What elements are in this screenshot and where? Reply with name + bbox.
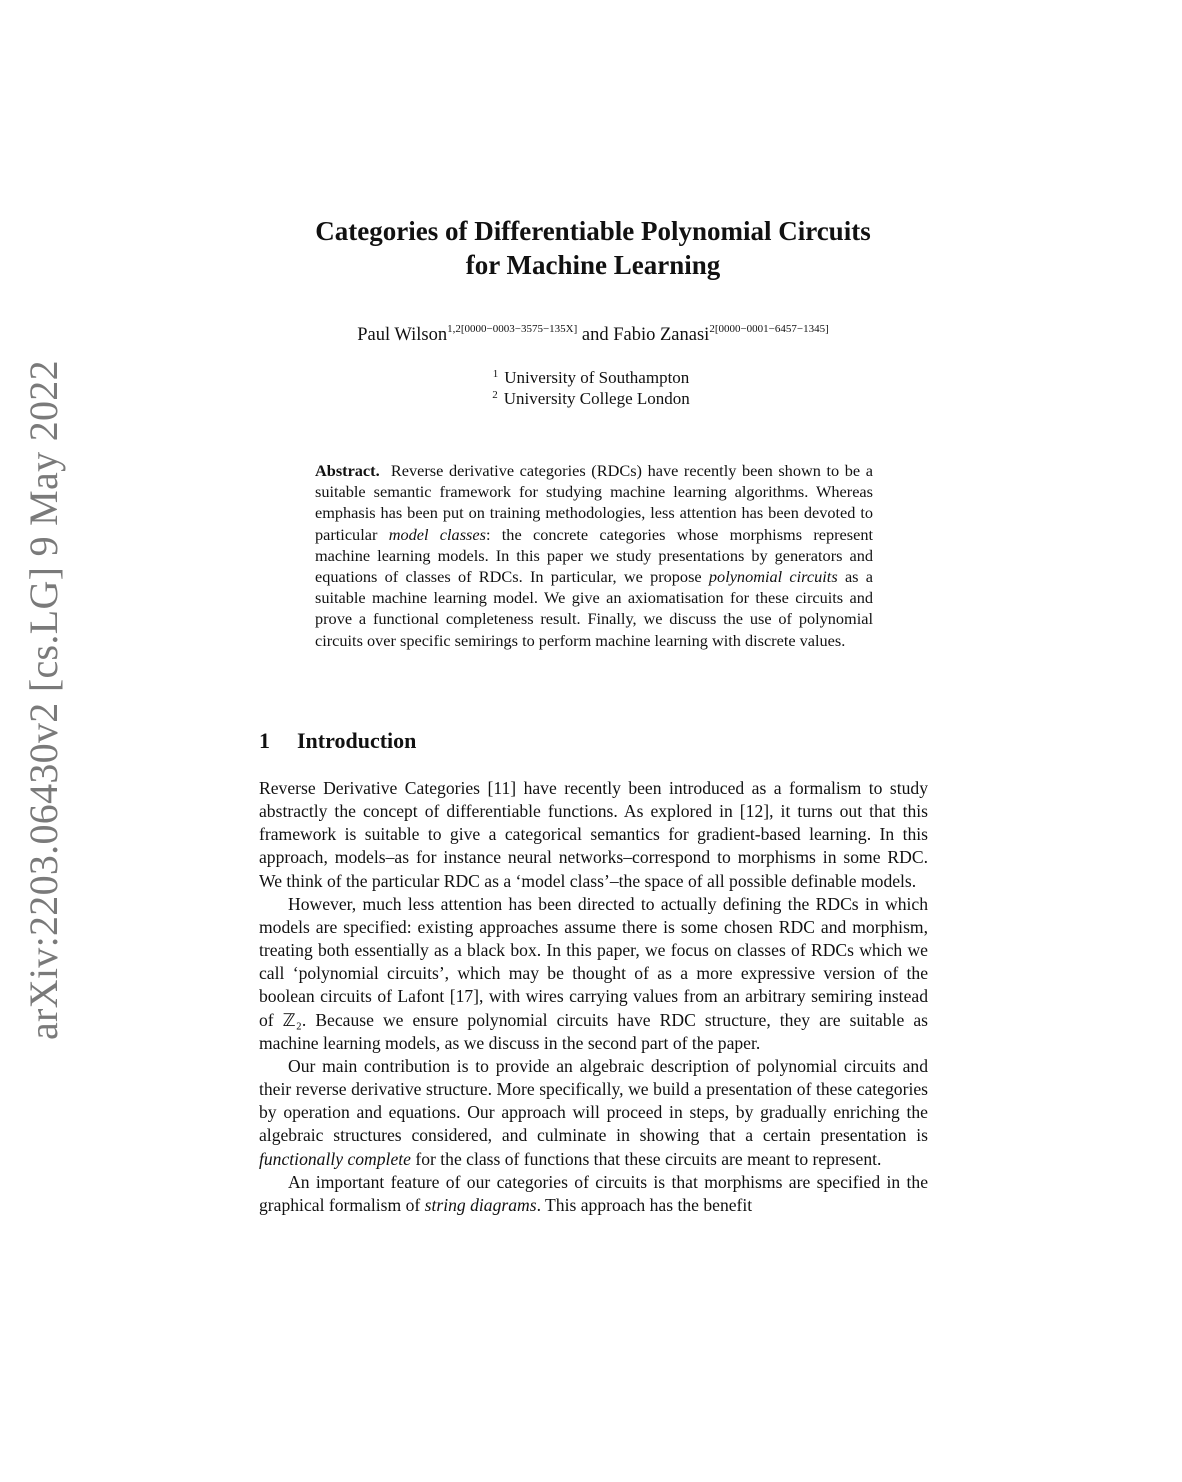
paragraph-4-emphasis: string diagrams <box>424 1194 537 1215</box>
section-number: 1 <box>259 728 270 753</box>
arxiv-identifier: arXiv:2203.06430v2 [cs.LG] 9 May 2022 <box>21 360 66 1040</box>
paragraph-4-text-b: . This approach has the benefit <box>536 1194 753 1215</box>
affiliation-2-number: 2 <box>492 389 498 401</box>
paragraph-3-emphasis: functionally complete <box>259 1148 411 1169</box>
affiliation-1 <box>0 368 1182 388</box>
abstract-text-c: as a suitable machine learning model. We give an axiomatisation for these circuits and prove a functional completeness result. Finally, we discuss the use of polynomial circuits over specific semirings to perform machine learning with discrete values. <box>315 567 873 650</box>
affiliation-1-name: University of Southampton <box>504 368 690 387</box>
paragraph-4-text-a: An important feature of our categories of circuits is that morphisms are specified in the graphical formalism of <box>259 1171 928 1215</box>
affiliation-1-number: 1 <box>492 368 499 380</box>
paragraph-4 <box>259 1171 928 1217</box>
abstract-label: Abstract. <box>315 461 380 480</box>
abstract-emphasis-b: polynomial circuits <box>708 567 838 587</box>
paragraph-3 <box>259 1055 928 1171</box>
paragraph-2: However, much less attention has been directed to actually defining the RDCs in which models are specified: existing approaches assume there is some chosen RDC and morphism, treating both essentially as a black box. In this paper, we focus on classes of RDCs which we call ‘polynomial circuits’, which may be thought of as a more expressive version of the boolean circuits of Lafont [17], with wires carrying values from an arbitrary semiring instead of ℤ₂. Because we ensure polynomial circuits have RDC structure, they are suitable as machine learning models, as we discuss in the second part of the paper. <box>259 893 928 1053</box>
author-2-affiliation: 2[0000−0001−6457−1345] <box>709 323 829 335</box>
paper-title <box>200 214 986 282</box>
abstract-text-a: Reverse derivative categories (RDCs) have recently been shown to be a suitable semantic framework for studying machine learning algorithms. Whereas emphasis has been put on training methodologies, less attention has been devoted to particular <box>315 461 873 544</box>
abstract-emphasis-a: model classes <box>388 524 486 544</box>
affiliation-2 <box>0 389 1182 409</box>
title-line-1: Categories of Differentiable Polynomial Circuits <box>315 216 871 246</box>
abstract <box>315 460 873 651</box>
title-line-2: for Machine Learning <box>465 250 721 280</box>
author-2-name: Fabio Zanasi <box>613 325 710 345</box>
author-1-affiliation: 1,2[0000−0003−3575−135X] <box>447 323 578 335</box>
affiliation-2-name: University College London <box>503 389 690 408</box>
paragraph-3-text-b: for the class of functions that these circuits are meant to represent. <box>410 1148 882 1169</box>
paragraph-3-text-a: Our main contribution is to provide an algebraic description of polynomial circuits and their reverse derivative structure. More specifically, we build a presentation of these categories by operation and equations. Our approach will proceed in steps, by gradually enriching the algebraic structures considered, and culminate in showing that a certain presentation is <box>259 1055 928 1146</box>
section-heading <box>259 728 416 754</box>
paragraph-1: Reverse Derivative Categories [11] have recently been introduced as a formalism to study abstractly the concept of differentiable functions. As explored in [12], it turns out that this framework is suitable to give a categorical semantics for gradient-based learning. In this approach, models–as for instance neural networks–correspond to morphisms in some RDC. We think of the particular RDC as a ‘model class’–the space of all possible definable models. <box>259 778 928 891</box>
section-body <box>259 777 928 1217</box>
author-connector: and <box>581 325 609 345</box>
section-title: Introduction <box>297 728 417 753</box>
abstract-text-b: : the concrete categories whose morphisms represent machine learning models. In this paper we study presentations by generators and equations of classes of RDCs. In particular, we propose <box>315 524 874 587</box>
author-1-name: Paul Wilson <box>357 325 448 345</box>
author-list <box>180 323 1006 346</box>
